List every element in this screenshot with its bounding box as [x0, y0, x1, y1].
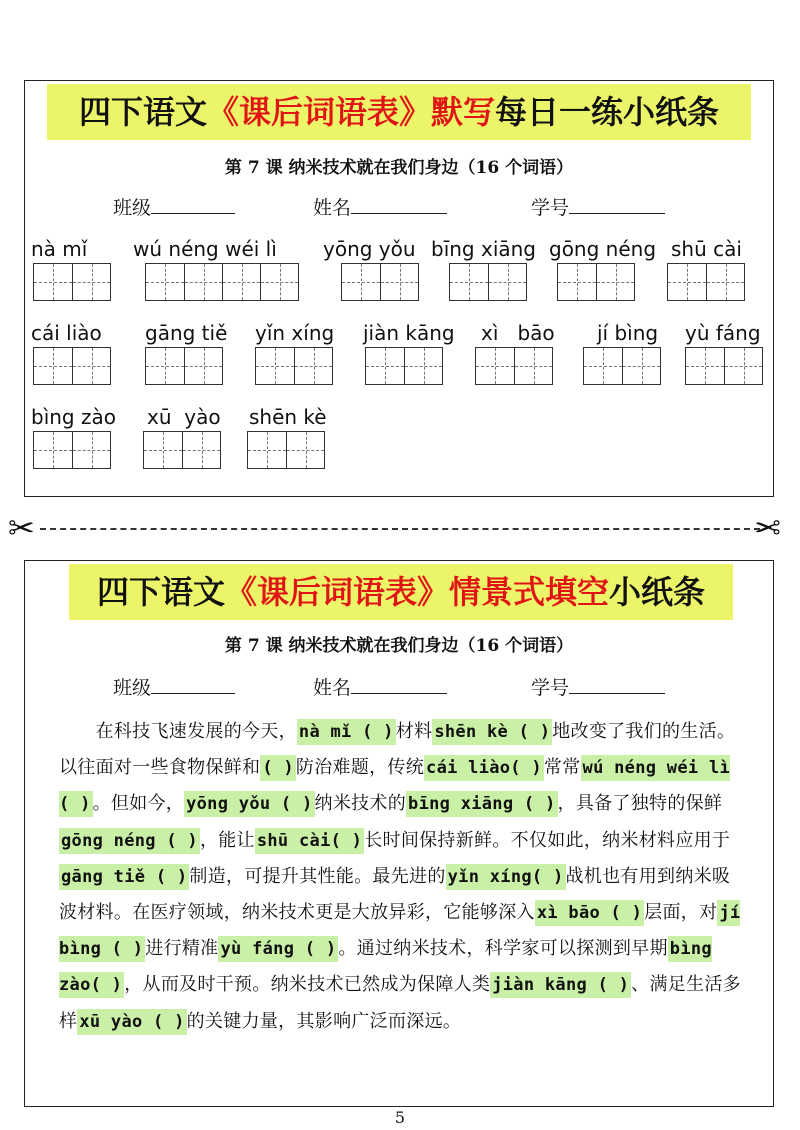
lesson-subtitle: 第 7 课 纳米技术就在我们身边（16 个词语） — [224, 636, 574, 656]
passage-text: 材料 — [395, 721, 433, 742]
name-label: 姓名 — [313, 197, 352, 219]
pinyin-fill-blank[interactable]: cái liào( ) — [424, 755, 544, 781]
class-label: 班级 — [113, 677, 152, 699]
name-field[interactable] — [313, 193, 447, 220]
pinyin-fill-blank[interactable]: xū yào ( ) — [77, 1009, 186, 1035]
student-number-field[interactable] — [531, 673, 665, 700]
pinyin-label: bìng zào — [31, 405, 116, 429]
writing-grid[interactable] — [255, 347, 333, 385]
passage-text: 长时间保持新鲜。不仅如此，纳米材料应用于 — [364, 829, 731, 851]
passage-text: 常常 — [543, 757, 581, 779]
writing-grid[interactable] — [33, 263, 111, 301]
passage-text: 制造，可提升其性能。最先进的 — [189, 865, 446, 887]
passage-text: 战机也有用到纳米吸波材料。在医疗领域，纳米技术更是大放异彩，它能够深入 — [59, 865, 731, 924]
writing-grid[interactable] — [247, 431, 325, 469]
passage-text: 在科技飞速发展的今天， — [59, 721, 297, 742]
passage-text: 纳米技术的 — [314, 793, 407, 815]
pinyin-fill-blank[interactable]: yōng yǒu ( ) — [184, 791, 314, 817]
pinyin-fill-blank[interactable]: gōng néng ( ) — [59, 828, 200, 854]
pinyin-fill-blank[interactable]: jiàn kāng ( ) — [490, 972, 631, 998]
pinyin-label: nà mǐ — [31, 237, 88, 261]
passage-text: 防治难题，传统 — [295, 757, 425, 779]
story-passage — [59, 714, 747, 1040]
pinyin-label: xū yào — [147, 405, 221, 429]
writing-grid[interactable] — [33, 431, 111, 469]
pinyin-label: yōng yǒu — [323, 237, 416, 261]
passage-text: 。但如今， — [92, 793, 185, 815]
title-part-context: 情景式填空 — [449, 573, 610, 611]
writing-grid[interactable] — [145, 263, 299, 301]
passage-text: ，能让 — [199, 829, 255, 851]
student-number-label: 学号 — [531, 197, 570, 219]
pinyin-label: xì bāo — [481, 321, 555, 345]
passage-text: 、满足生活多样 — [59, 974, 741, 1032]
pinyin-label: shū cài — [671, 237, 742, 261]
student-number-field[interactable] — [531, 193, 665, 220]
pinyin-label: gāng tiě — [145, 321, 228, 345]
student-number-label: 学号 — [531, 677, 570, 699]
dictation-title-banner — [47, 84, 751, 140]
cut-line-divider — [40, 528, 760, 530]
writing-grid[interactable] — [143, 431, 221, 469]
title-part-slip: 小纸条 — [609, 573, 706, 611]
passage-text: 。通过纳米技术，科学家可以探测到早期 — [338, 938, 668, 960]
pinyin-fill-blank[interactable]: xì bāo ( ) — [535, 900, 644, 926]
fill-in-card — [24, 560, 774, 1107]
page-number: 5 — [394, 1108, 406, 1127]
pinyin-fill-blank[interactable]: nà mǐ ( ) — [297, 719, 396, 745]
lesson-subtitle: 第 7 课 纳米技术就在我们身边（16 个词语） — [224, 158, 574, 178]
title-part-wordlist: 《课后词语表》默写 — [206, 93, 495, 131]
writing-grid[interactable] — [475, 347, 553, 385]
class-field[interactable] — [113, 673, 235, 700]
pinyin-fill-blank[interactable]: bīng xiāng ( ) — [406, 791, 558, 817]
pinyin-label: jí bìng — [597, 321, 659, 345]
passage-text: 地改变了我们的生活。以往面对一些食物保鲜和 — [59, 721, 736, 779]
pinyin-fill-blank[interactable]: bìng zào( ) — [59, 936, 712, 998]
pinyin-fill-blank[interactable]: shū cài( ) — [255, 828, 364, 854]
name-field[interactable] — [313, 673, 447, 700]
pinyin-fill-blank[interactable]: yǐn xíng( ) — [446, 864, 566, 890]
title-part-wordlist: 《课后词语表》 — [224, 573, 449, 611]
pinyin-fill-blank[interactable]: wú néng wéi lì ( ) — [59, 755, 730, 817]
passage-text: 进行精准 — [145, 938, 219, 960]
passage-text: 层面，对 — [644, 902, 718, 924]
name-blank[interactable] — [351, 675, 447, 694]
name-blank[interactable] — [351, 195, 447, 214]
student-number-blank[interactable] — [569, 675, 665, 694]
pinyin-label: jiàn kāng — [363, 321, 455, 345]
class-blank[interactable] — [151, 195, 235, 214]
title-part-daily: 每日一练小纸条 — [495, 93, 720, 131]
writing-grid[interactable] — [341, 263, 419, 301]
class-blank[interactable] — [151, 675, 235, 694]
title-part-grade: 四下语文 — [78, 93, 207, 131]
scissors-icon: ✂ — [754, 509, 781, 547]
pinyin-label: cái liào — [31, 321, 102, 345]
writing-grid[interactable] — [145, 347, 223, 385]
class-label: 班级 — [113, 197, 152, 219]
student-number-blank[interactable] — [569, 195, 665, 214]
writing-grid[interactable] — [33, 347, 111, 385]
passage-text: ，从而及时干预。纳米技术已然成为保障人类 — [124, 974, 491, 996]
passage-text: ，具备了独特的保鲜 — [557, 793, 723, 815]
name-label: 姓名 — [313, 677, 352, 699]
pinyin-fill-blank[interactable]: yù fáng ( ) — [218, 936, 338, 962]
class-field[interactable] — [113, 193, 235, 220]
passage-text: 的关键力量，其影响广泛而深远。 — [186, 1010, 462, 1032]
pinyin-label: gōng néng — [549, 237, 657, 261]
title-part-grade: 四下语文 — [96, 573, 225, 611]
pinyin-fill-blank[interactable]: ( ) — [260, 755, 296, 781]
pinyin-fill-blank[interactable]: gāng tiě ( ) — [59, 864, 189, 890]
pinyin-fill-blank[interactable]: jí bìng ( ) — [59, 900, 740, 962]
fill-in-title-banner — [69, 564, 733, 620]
pinyin-label: bīng xiāng — [431, 237, 536, 261]
writing-grid[interactable] — [365, 347, 443, 385]
pinyin-label: shēn kè — [249, 405, 327, 429]
writing-grid[interactable] — [557, 263, 635, 301]
pinyin-fill-blank[interactable]: shēn kè ( ) — [432, 719, 552, 745]
writing-grid[interactable] — [685, 347, 763, 385]
dictation-card — [24, 80, 774, 497]
writing-grid[interactable] — [583, 347, 661, 385]
pinyin-label: yù fáng — [685, 321, 761, 345]
writing-grid[interactable] — [667, 263, 745, 301]
scissors-icon: ✂ — [8, 509, 35, 547]
pinyin-label: yǐn xíng — [255, 321, 335, 345]
writing-grid[interactable] — [449, 263, 527, 301]
pinyin-label: wú néng wéi lì — [133, 237, 277, 261]
